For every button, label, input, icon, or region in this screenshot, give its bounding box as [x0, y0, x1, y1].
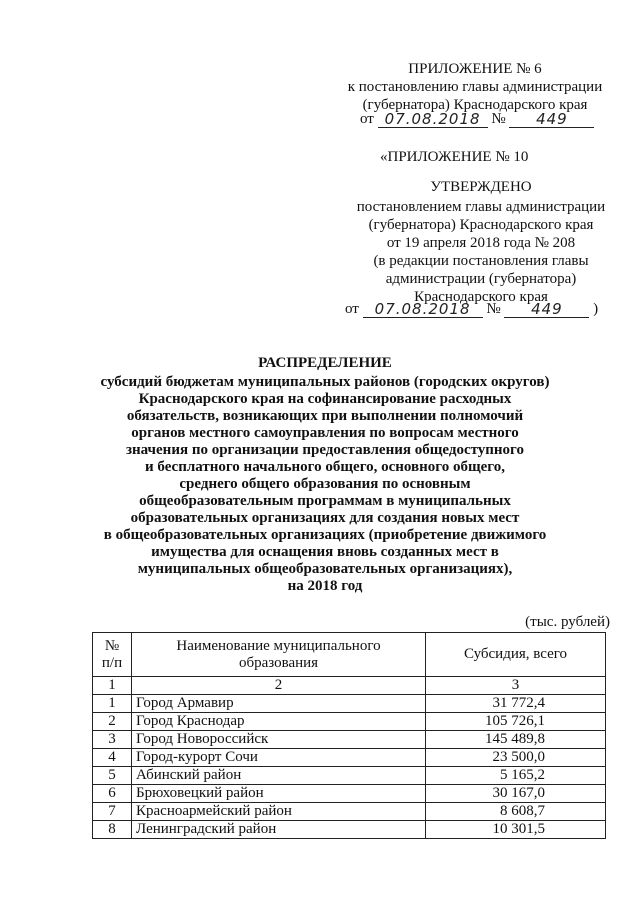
table-row: [93, 767, 606, 785]
approved-line-5: администрации (губернатора): [385, 271, 577, 287]
title-heading: РАСПРЕДЕЛЕНИЕ: [258, 355, 392, 371]
title-line: в общеобразовательных организациях (приобретение движимого: [103, 527, 547, 543]
approved-close-paren: ): [593, 301, 599, 317]
row-number: 5: [93, 767, 132, 785]
row-value: 23 500,0: [426, 749, 606, 767]
row-name: Город-курорт Сочи: [132, 749, 426, 767]
title-line: органов местного самоуправления по вопросам местного: [131, 425, 519, 441]
table-row: [93, 821, 606, 839]
document-title: [100, 355, 550, 595]
approved-number-field: [504, 300, 589, 318]
approved-line-1: постановлением главы администрации: [356, 199, 606, 215]
approved-block: [350, 178, 612, 306]
units-label: (тыс. рублей): [525, 614, 610, 630]
title-line: значения по организации предоставления общедоступного: [125, 442, 524, 458]
approved-heading: УТВЕРЖДЕНО: [430, 179, 532, 195]
approved-line-4: (в редакции постановления главы: [373, 253, 589, 269]
approved-no-label: №: [486, 301, 501, 317]
approved-from-label: от: [345, 301, 359, 317]
table-header-row: [93, 633, 606, 677]
header-number: № п/п: [93, 633, 132, 677]
row-value: 31 772,4: [426, 695, 606, 713]
subsidy-table: [92, 632, 606, 839]
row-number: 7: [93, 803, 132, 821]
row-value: 5 165,2: [426, 767, 606, 785]
row-number: 2: [93, 713, 132, 731]
appendix-line-1: к постановлению главы администрации: [347, 79, 603, 95]
appendix-date-row: [360, 110, 625, 132]
title-line: обязательств, возникающих при выполнении полномочий: [126, 408, 524, 424]
appendix-from-label: от: [360, 111, 374, 127]
row-name: Брюховецкий район: [132, 785, 426, 803]
approved-date-handwritten: 07.08.2018: [374, 300, 471, 318]
table-row: [93, 785, 606, 803]
table-row: [93, 731, 606, 749]
title-line: муниципальных общеобразовательных организациях),: [137, 561, 513, 577]
table-row: [93, 713, 606, 731]
row-value: 105 726,1: [426, 713, 606, 731]
table-row: [93, 803, 606, 821]
row-name: Город Новороссийск: [132, 731, 426, 749]
appendix-number-field: [509, 110, 594, 128]
row-number: 3: [93, 731, 132, 749]
title-line: общеобразовательным программам в муниципальных: [139, 493, 511, 509]
title-line: имущества для оснащения вновь созданных мест в: [151, 544, 499, 560]
row-name: Абинский район: [132, 767, 426, 785]
row-value: 30 167,0: [426, 785, 606, 803]
table-index-row: [93, 677, 606, 695]
index-cell: 3: [426, 677, 606, 695]
title-line: образовательных организациях для создания новых мест: [130, 510, 520, 526]
approved-line-3: от 19 апреля 2018 года № 208: [386, 235, 576, 251]
row-number: 6: [93, 785, 132, 803]
appendix-date-field: [378, 110, 488, 128]
row-value: 145 489,8: [426, 731, 606, 749]
row-number: 8: [93, 821, 132, 839]
appendix10-title: «ПРИЛОЖЕНИЕ № 10: [380, 149, 529, 165]
title-line: субсидий бюджетам муниципальных районов (городских округов): [100, 374, 550, 390]
approved-line-2: (губернатора) Краснодарского края: [368, 217, 594, 233]
row-name: Город Армавир: [132, 695, 426, 713]
appendix-number-handwritten: 449: [536, 110, 568, 128]
row-number: 1: [93, 695, 132, 713]
row-name: Ленинградский район: [132, 821, 426, 839]
table-row: [93, 749, 606, 767]
approved-date-row: [345, 300, 620, 322]
appendix-no-label: №: [491, 111, 506, 127]
appendix-header: [330, 60, 620, 114]
row-value: 10 301,5: [426, 821, 606, 839]
header-subsidy: Субсидия, всего: [426, 633, 606, 677]
row-value: 8 608,7: [426, 803, 606, 821]
header-municipality: Наименование муниципального образования: [132, 633, 426, 677]
table-row: [93, 695, 606, 713]
title-line: и бесплатного начального общего, основного общего,: [145, 459, 505, 475]
appendix-line-2: (губернатора) Краснодарского края: [362, 97, 588, 113]
appendix-title: ПРИЛОЖЕНИЕ № 6: [408, 61, 542, 77]
title-line: среднего общего образования по основным: [179, 476, 471, 492]
row-name: Красноармейский район: [132, 803, 426, 821]
title-line: на 2018 год: [287, 578, 363, 594]
approved-number-handwritten: 449: [531, 300, 563, 318]
index-cell: 2: [132, 677, 426, 695]
appendix-date-handwritten: 07.08.2018: [384, 110, 481, 128]
row-number: 4: [93, 749, 132, 767]
title-line: Краснодарского края на софинансирование расходных: [138, 391, 512, 407]
approved-line-6: Краснодарского края: [414, 289, 548, 305]
index-cell: 1: [93, 677, 132, 695]
row-name: Город Краснодар: [132, 713, 426, 731]
approved-date-field: [363, 300, 483, 318]
